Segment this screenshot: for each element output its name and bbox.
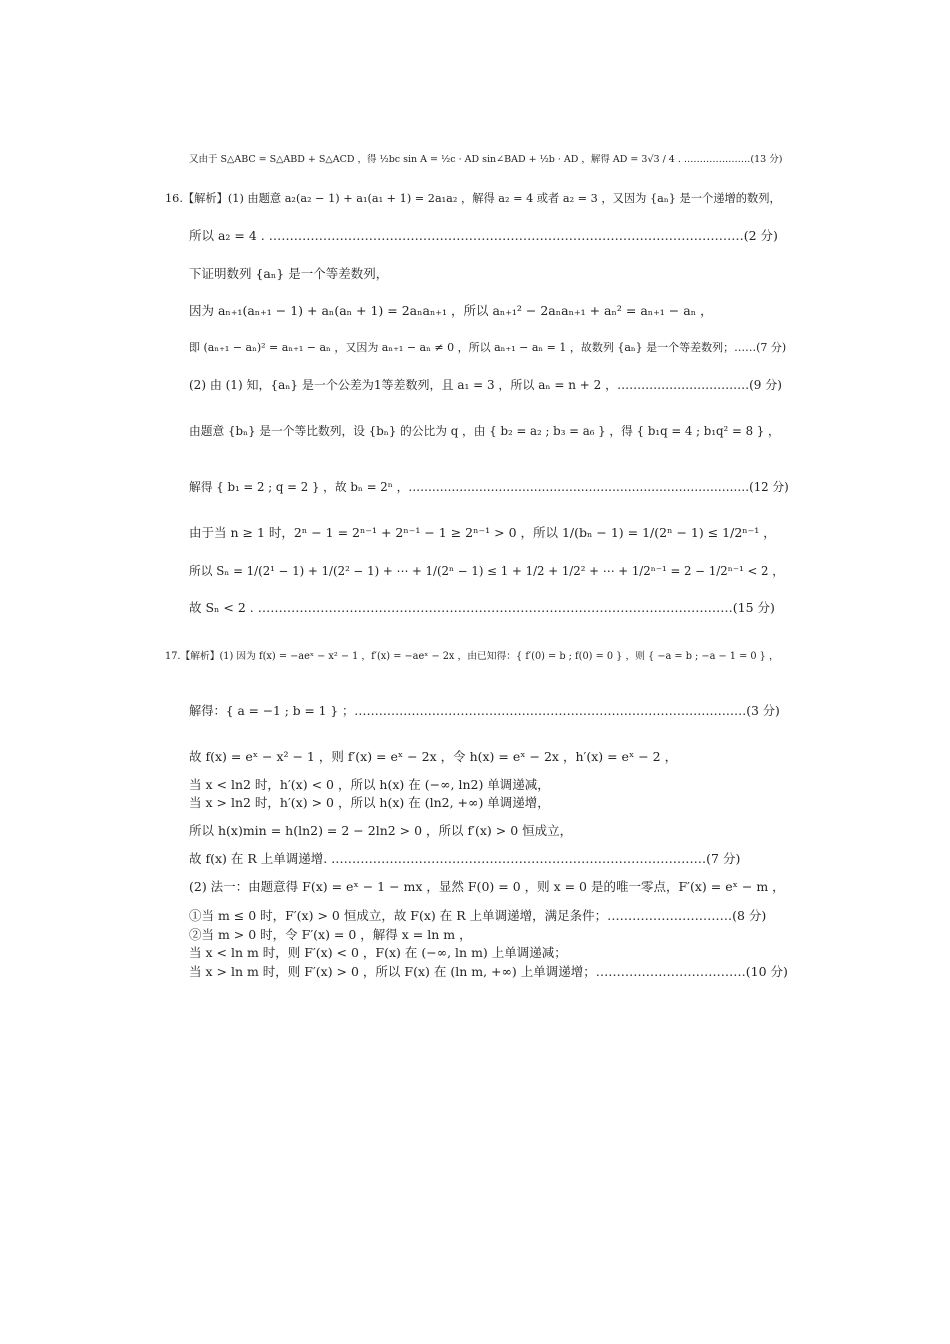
text-line: (2) 法一：由题意得 F(x) = eˣ − 1 − mx ，显然 F(0) = 0 ，则 x = 0 是的唯一零点，F′(x) = eˣ − m ， xyxy=(189,879,785,894)
text-line: ①当 m ≤ 0 时，F′(x) > 0 恒成立，故 F(x) 在 R 上单调递增，满足条件；…………………………(8 分) xyxy=(189,908,767,923)
text-line: 由题意 {bₙ} 是一个等比数列，设 {bₙ} 的公比为 q ，由 { b₂ = a₂ ; b₃ = a₆ } ，得 { b₁q = 4 ; b₁q² = 8 } ， xyxy=(189,424,780,438)
text-line: 当 x < ln2 时，h′(x) < 0 ，所以 h(x) 在 (−∞, ln2) 单调递减， xyxy=(189,777,550,792)
text-line: 又由于 S△ABC = S△ABD + S△ACD ，得 ½bc sin A = ½c · AD sin∠BAD + ½b · AD ，解得 AD = 3√3 / 4 . …………………(13 分) xyxy=(189,154,783,165)
text-line: 下证明数列 {aₙ} 是一个等差数列， xyxy=(189,266,389,281)
text-line: 所以 Sₙ = 1/(2¹ − 1) + 1/(2² − 1) + ⋯ + 1/(2ⁿ − 1) ≤ 1 + 1/2 + 1/2² + ⋯ + 1/2ⁿ⁻¹ = 2 − 1/2ⁿ⁻¹ < 2 ， xyxy=(189,564,785,578)
text-line: 由于当 n ≥ 1 时，2ⁿ − 1 = 2ⁿ⁻¹ + 2ⁿ⁻¹ − 1 ≥ 2ⁿ⁻¹ > 0 ，所以 1/(bₙ − 1) = 1/(2ⁿ − 1) ≤ 1/2ⁿ⁻¹ ， xyxy=(189,525,776,540)
text-line: 故 f(x) = eˣ − x² − 1 ，则 f′(x) = eˣ − 2x ，令 h(x) = eˣ − 2x ，h′(x) = eˣ − 2 ， xyxy=(189,749,678,764)
text-line: 解得 { b₁ = 2 ; q = 2 } ，故 bₙ = 2ⁿ ，……………………………………………………………………………(12 分) xyxy=(189,480,789,494)
text-line: (2) 由 (1) 知，{aₙ} 是一个公差为1等差数列，且 a₁ = 3 ，所以 aₙ = n + 2 ，……………………………(9 分) xyxy=(189,378,782,392)
text-line: 解得：{ a = −1 ; b = 1 } ；……………………………………………………………………………………(3 分) xyxy=(189,704,780,718)
problem-17-header: 17.【解析】(1) 因为 f(x) = −aeˣ − x² − 1 ，f′(x) = −aeˣ − 2x ，由已知得：{ f′(0) = b ; f(0) = 0 } ，则 { −a = b ; −a − 1 = 0 } ， xyxy=(165,651,779,662)
text-line: ②当 m > 0 时，令 F′(x) = 0 ，解得 x = ln m ， xyxy=(189,927,472,942)
text-line: 故 Sₙ < 2 . ……………………………………………………………………………………………………(15 分) xyxy=(189,600,775,615)
text-line: 当 x > ln2 时，h′(x) > 0 ，所以 h(x) 在 (ln2, +∞) 单调递增， xyxy=(189,795,550,810)
text-line: 所以 a₂ = 4 . ……………………………………………………………………………………………………(2 分) xyxy=(189,228,778,243)
text-line: 因为 aₙ₊₁(aₙ₊₁ − 1) + aₙ(aₙ + 1) = 2aₙaₙ₊₁ ，所以 aₙ₊₁² − 2aₙaₙ₊₁ + aₙ² = aₙ₊₁ − aₙ ， xyxy=(189,303,713,318)
text-line: 即 (aₙ₊₁ − aₙ)² = aₙ₊₁ − aₙ ，又因为 aₙ₊₁ − aₙ ≠ 0 ，所以 aₙ₊₁ − aₙ = 1 ，故数列 {aₙ} 是一个等差数列；……(7 分) xyxy=(189,341,787,354)
text-line: 所以 h(x)min = h(ln2) = 2 − 2ln2 > 0 ，所以 f′(x) > 0 恒成立， xyxy=(189,823,573,838)
text-line: 当 x > ln m 时，则 F′(x) > 0 ，所以 F(x) 在 (ln m, +∞) 上单调递增；………………………………(10 分) xyxy=(189,964,788,979)
text-line: 故 f(x) 在 R 上单调递增. ………………………………………………………………………………(7 分) xyxy=(189,851,741,866)
problem-16-header: 16.【解析】(1) 由题意 a₂(a₂ − 1) + a₁(a₁ + 1) = 2a₁a₂ ，解得 a₂ = 4 或者 a₂ = 3 ，又因为 {aₙ} 是一个递增的数列， xyxy=(165,192,781,205)
text-line: 当 x < ln m 时，则 F′(x) < 0 ，F(x) 在 (−∞, ln m) 上单调递减； xyxy=(189,945,567,960)
